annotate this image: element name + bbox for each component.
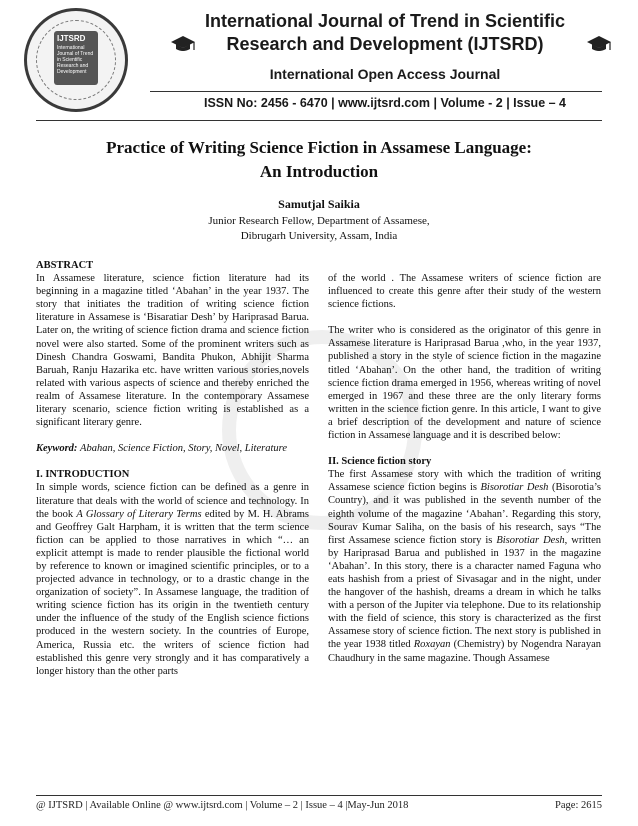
logo-text: International Journal of Trend in Scientific Research and Development [57, 45, 94, 75]
author-name: Samutjal Saikia [278, 197, 360, 211]
author-affiliation [30, 214, 608, 244]
section2-text [328, 468, 601, 664]
introduction-text [36, 481, 309, 677]
keywords-label: Keyword: [36, 443, 78, 455]
journal-logo [24, 8, 128, 112]
page-number: Page: 2615 [555, 800, 602, 811]
s2-text-a: The first Assamese story with which the tradition of writing Assamese science fiction begins is [328, 469, 601, 494]
header-bottom-rule [36, 120, 602, 121]
left-column [36, 259, 309, 678]
abstract-heading: ABSTRACT [36, 260, 94, 271]
logo-name: IJTSRD [57, 34, 86, 43]
s2-italic-3: Roxayan [413, 639, 451, 651]
right-column [328, 272, 601, 665]
paper-title [30, 136, 608, 184]
paper-title-line1: Practice of Writing Science Fiction in Assamese Language: [106, 138, 532, 157]
header-divider [150, 91, 602, 92]
keywords [36, 442, 309, 455]
s2-italic-1: Bisorotiar Desh [480, 482, 549, 494]
right-paragraph-2: The writer who is considered as the originator of this genre in Assamese literature is Hariprasad Barua ,who, in the year 1937, published a story in the style of science fiction in the magazine titled ‘Abahan’. On the other hand, the tradition of writing science fiction drama emerged in 1956, whereas writing of novel emerged in 1967 and these three are the only literary forms written in the science fiction genre. In this article, I want to give a brief description of the development and nature of science fiction in Assamese language and it is described below: [328, 325, 601, 442]
journal-title-line2: Research and Development (IJTSRD) [226, 34, 544, 54]
abstract-text: In Assamese literature, science fiction literature had its beginning in a magazine titled ‘Abahan’ in the year 1937. The story that initiates the tradition of writing science fiction literature in Assamese is ‘Bisaratiar Desh’ by Hariprasad Barua. Later on, the writing of science fiction drama and science fiction novel were also started. Some of the prominent writers such as Dinesh Chandra Goswami, Bandita Phukon, Abhijit Sharma Baruah, Ranju Hazarika etc. have written various stories,novels related with various aspects of science and thereby enriched the realm of Assamese literature. In the contemporary Assamese literary scenario, science fiction writing is established as a significant literary genre. [36, 273, 309, 429]
footer-rule [36, 795, 602, 796]
s2-text-b: (Bisorotia’s Country), and it was published in the seventh number of the eighth volume of the magazine ‘Abahan’. Regarding this story, Sourav Kumar Saliha, on the basis of his research, says “The first Assamese science fiction story is [328, 482, 601, 546]
footer-citation: @ IJTSRD | Available Online @ www.ijtsrd.com | Volume – 2 | Issue – 4 |May-Jun 2018 [36, 800, 409, 811]
section2-heading: II. Science fiction story [328, 456, 432, 468]
intro-text-a: In simple words, science fiction can be defined as a genre in literature that deals with the world of science and technology. In the book [36, 482, 309, 520]
issn-line: ISSN No: 2456 - 6470 | www.ijtsrd.com | Volume - 2 | Issue – 4 [203, 96, 566, 110]
journal-title-line1: International Journal of Trend in Scientific [204, 11, 566, 31]
affiliation-line1: Junior Research Fellow, Department of Assamese, [208, 215, 430, 227]
s2-italic-2: Bisorotiar Desh [496, 534, 565, 546]
intro-text-b: edited by M. H. Abrams and Geoffrey Galt Harpham, it is written that the term science fiction can be applied to those narratives in which “… an explicit attempt is made to render plausible the fictional world by reference to known or imagined scientific principles, or to a projected advance in technology, or to a drastic change in the organization of society”. In Assamese language, the tradition of writing science fiction has its origin in the twentieth century under the influence of the study of the English science fictions produced in the western society. In the countries of Europe, America, Russia etc. the writers of science fiction had established this genre very strongly and it has comparatively a longer history than the other parts [36, 508, 309, 677]
keywords-text: Abahan, Science Fiction, Story, Novel, Literature [80, 443, 287, 455]
right-paragraph-1: of the world . The Assamese writers of science fiction are influenced to create this genre after their study of the western science fictions. [328, 273, 601, 311]
s2-text-d: (Chemistry) by Nogendra Narayan Chaudhury in the same magazine. Though Assamese [328, 639, 601, 664]
s2-text-c: , written by Hariprasad Barua and published in 1937 in the magazine ‘Abahan’. In this story, there is a character named Faguna who eats hashish from a priest of Sivasagar and in the night, under the hangover of the hashish, dreams a dream in which he talks with a person of the Jupiter via telephone. Due to its relationship with the field of science, this story is characterized as the first Assamese story of science fiction. The next story is published in the year 1938 titled [328, 534, 601, 651]
paper-title-line2: An Introduction [259, 162, 379, 181]
intro-book-title: A Glossary of Literary Terms [76, 508, 202, 520]
journal-title [150, 10, 620, 56]
introduction-heading: I. INTRODUCTION [36, 469, 130, 481]
affiliation-line2: Dibrugarh University, Assam, India [240, 230, 398, 242]
logo-inner [54, 31, 98, 85]
open-access-label: International Open Access Journal [269, 66, 501, 82]
journal-header [0, 0, 638, 122]
